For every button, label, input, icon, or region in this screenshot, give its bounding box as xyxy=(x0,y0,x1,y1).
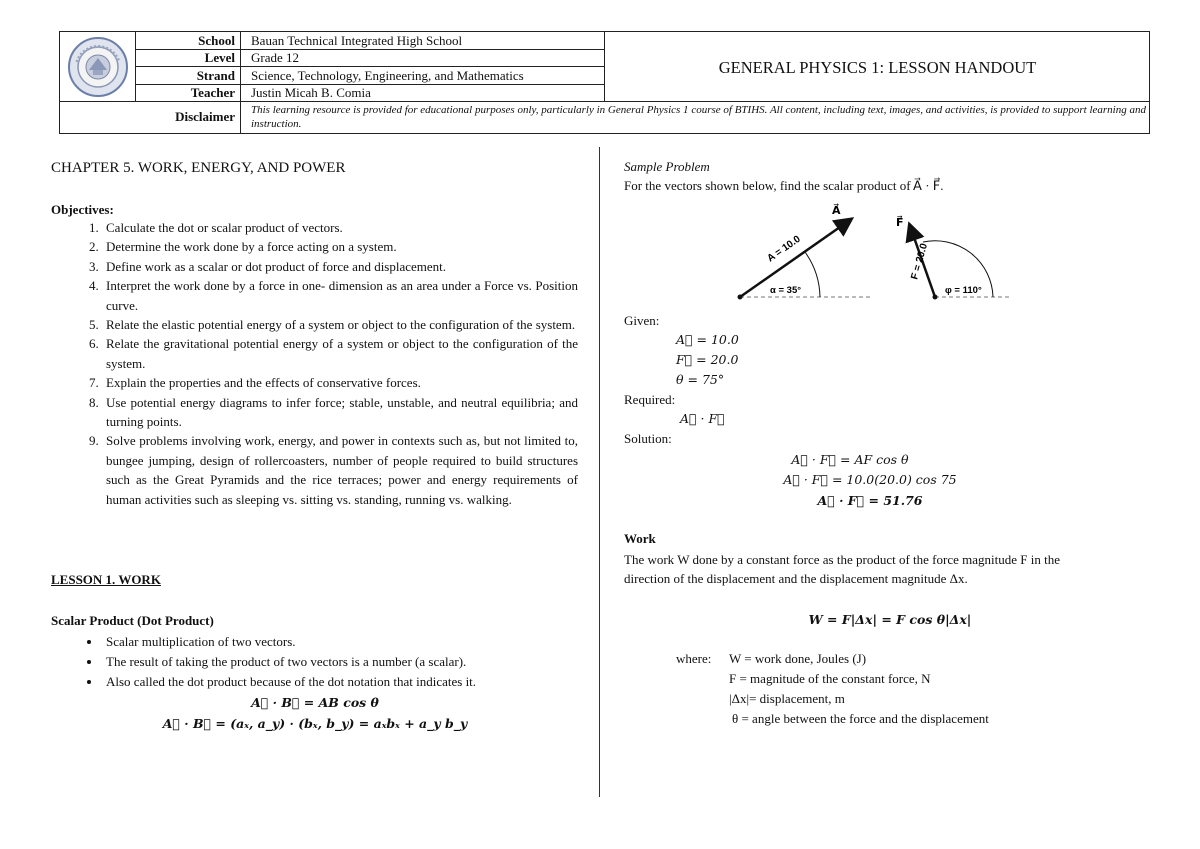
solution-step: A⃗ · F⃗ = AF cos θ xyxy=(791,452,909,467)
objective-item: 2. Determine the work done by a force acting on a system. xyxy=(102,237,578,256)
vector-figure xyxy=(730,200,1040,305)
disclaimer-text: This learning resource is provided for educational purposes only, particularly in General Physics 1 course of BTIHS. All content, including text, images, and activities, is provided to support learning and instruction. xyxy=(251,104,1146,130)
alpha-arc xyxy=(805,252,820,297)
vector-f-origin xyxy=(933,295,938,300)
solution-answer: A⃗ · F⃗ = 51.76 xyxy=(817,493,923,508)
bullet-item: • Also called the dot product because of the dot notation that indicates it. xyxy=(102,672,578,692)
objective-item: 3. Define work as a scalar or dot product of force and displacement. xyxy=(102,257,578,276)
objective-item: 9. Solve problems involving work, energy, and power in contexts such as, but not limited to, bungee jumping, design of rollercoasters, number of people required to build structures such as the Great Pyramids and the rice terraces; power and energy requirements of human activities such as sleeping vs. sitting vs. standing, running vs. walking. xyxy=(102,431,578,509)
work-heading: Work xyxy=(624,531,656,546)
objective-item: 5. Relate the elastic potential energy of a system or object to the configuration of the system. xyxy=(102,315,578,334)
teacher-label: Teacher xyxy=(190,85,235,100)
solution-label: Solution: xyxy=(624,431,672,446)
school-logo xyxy=(67,36,129,98)
work-formula: W = F|Δx| = F cos θ|Δx| xyxy=(808,612,972,627)
scalar-bullets xyxy=(58,632,578,692)
given-value: F⃗ = 20.0 xyxy=(676,352,739,367)
component-formula: A⃗ · B⃗ = (aₓ, a_y) · (bₓ, b_y) = aₓbₓ + a_y b_y xyxy=(162,716,468,731)
level-value: Grade 12 xyxy=(251,50,300,65)
vector-f-magnitude: F = 20.0 xyxy=(909,242,931,281)
objective-item: 7. Explain the properties and the effects of conservative forces. xyxy=(102,373,578,392)
where-item: F = magnitude of the constant force, N xyxy=(729,671,931,686)
given-label: Given: xyxy=(624,313,660,328)
required-label: Required: xyxy=(624,392,676,407)
teacher-value: Justin Micah B. Comia xyxy=(251,85,371,100)
vector-a-label: A⃗ xyxy=(832,205,841,217)
strand-value: Science, Technology, Engineering, and Mathematics xyxy=(251,68,524,83)
phi-label: φ = 110° xyxy=(945,285,982,296)
where-item: W = work done, Joules (J) xyxy=(729,651,867,666)
handout-title: GENERAL PHYSICS 1: LESSON HANDOUT xyxy=(718,58,1037,77)
objective-item: 8. Use potential energy diagrams to infer force; stable, unstable, and neutral equilibria; and turning points. xyxy=(102,393,578,432)
level-label: Level xyxy=(204,50,235,65)
objectives-list xyxy=(58,218,578,509)
where-item: |Δx|= displacement, m xyxy=(729,691,845,706)
sample-problem-heading: Sample Problem xyxy=(624,159,710,174)
vector-f-label: F⃗ xyxy=(896,217,904,229)
work-text-line: The work W done by a constant force as the product of the force magnitude F in the xyxy=(624,552,1060,567)
where-item: θ = angle between the force and the displacement xyxy=(732,711,989,726)
alpha-label: α = 35° xyxy=(770,285,802,296)
lesson-title: LESSON 1. WORK xyxy=(51,572,161,587)
scalar-product-heading: Scalar Product (Dot Product) xyxy=(51,613,214,628)
sample-problem-text: For the vectors shown below, find the scalar product of A⃗ · F⃗. xyxy=(624,178,944,193)
header-table xyxy=(59,31,1150,134)
where-label: where: xyxy=(676,651,712,666)
school-value: Bauan Technical Integrated High School xyxy=(251,33,463,48)
school-label: School xyxy=(198,33,235,48)
required-value: A⃗ · F⃗ xyxy=(680,411,725,426)
given-value: θ = 75° xyxy=(676,372,725,387)
dot-product-formula: A⃗ · B⃗ = AB cos θ xyxy=(251,695,379,710)
objective-item: 6. Relate the gravitational potential energy of a system or object to the configuration of the system. xyxy=(102,334,578,373)
vector-a-origin xyxy=(738,295,743,300)
solution-step: A⃗ · F⃗ = 10.0(20.0) cos 75 xyxy=(783,472,957,487)
objective-item: 1. Calculate the dot or scalar product of vectors. xyxy=(102,218,578,237)
objectives-heading: Objectives: xyxy=(51,202,114,217)
work-text-line: direction of the displacement and the displacement magnitude Δx. xyxy=(624,571,968,586)
given-value: A⃗ = 10.0 xyxy=(676,332,739,347)
column-divider xyxy=(599,147,600,797)
strand-label: Strand xyxy=(196,68,235,83)
bullet-item: • The result of taking the product of two vectors is a number (a scalar). xyxy=(102,652,578,672)
chapter-title: CHAPTER 5. WORK, ENERGY, AND POWER xyxy=(51,160,346,176)
bullet-item: • Scalar multiplication of two vectors. xyxy=(102,632,578,652)
disclaimer-label: Disclaimer xyxy=(175,109,235,124)
vector-a-magnitude: A = 10.0 xyxy=(765,233,803,265)
objective-item: 4. Interpret the work done by a force in one- dimension as an area under a Force vs. Position curve. xyxy=(102,276,578,315)
